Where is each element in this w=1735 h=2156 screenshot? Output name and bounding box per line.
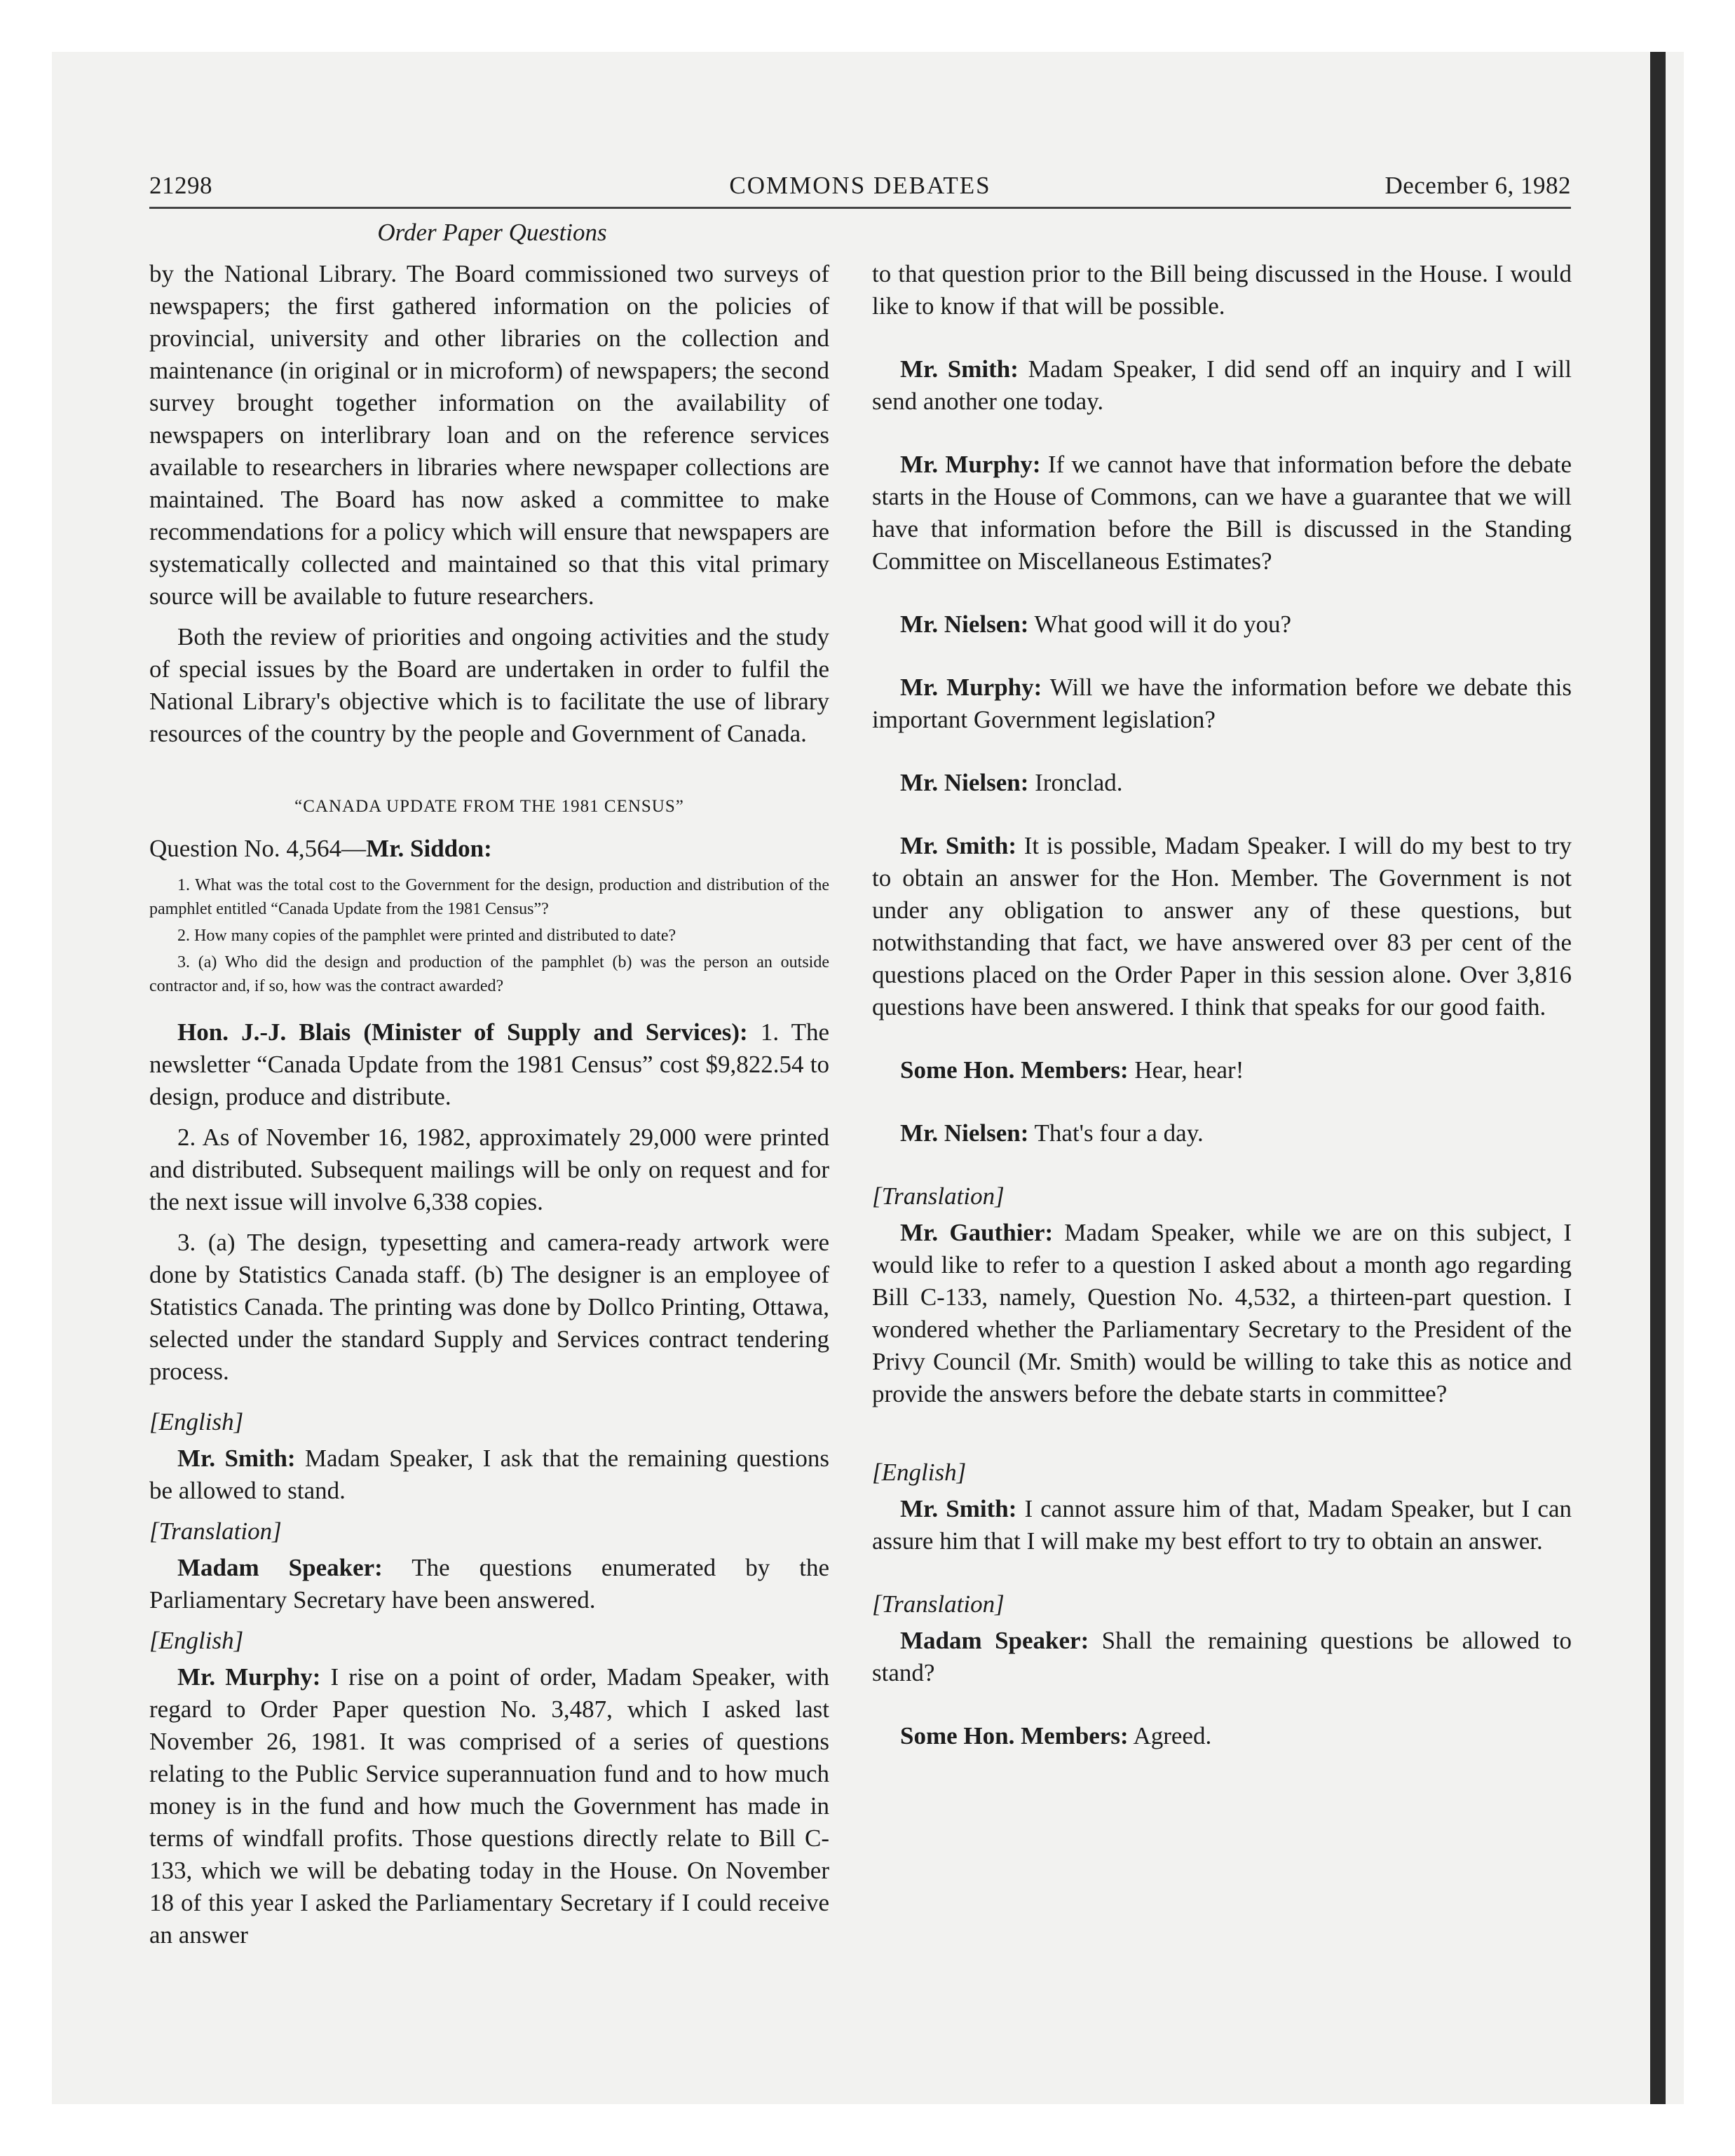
speaker-name: Mr. Smith: xyxy=(900,355,1019,383)
speaker-name: Mr. Murphy: xyxy=(900,674,1042,701)
speech-madam-speaker xyxy=(872,1625,1572,1689)
library-paragraph-2: Both the review of priorities and ongoing activities and the study of special issues by the Board are undertaken in order to fulfil the National Library's objective which is to facilitate the use of library resources of the country by the people and Government of Canada. xyxy=(149,623,829,747)
speech-text: The questions enumerated by the Parliamentary Secretary have been answered. xyxy=(149,1554,829,1613)
speech-text: Hear, hear! xyxy=(1128,1056,1244,1084)
speech-hon-members xyxy=(872,1720,1572,1752)
speech-text: Agreed. xyxy=(1128,1722,1212,1749)
language-tag: [Translation] xyxy=(872,1182,1005,1210)
speaker-name: Mr. Smith: xyxy=(900,1495,1017,1522)
answer-paragraph-3: 3. (a) The design, typesetting and camera-ready artwork were done by Statistics Canada staff. (b) The designer is an employee of Statistics Canada. The printing was done by Dollco Printing, Ottawa, selected under the standard Supply and Services contract tendering process. xyxy=(149,1229,829,1385)
speaker-name: Mr. Smith: xyxy=(900,832,1016,859)
speech-nielsen xyxy=(872,608,1572,641)
speech-text: If we cannot have that information before the debate starts in the House of Commons, can we have a guarantee that we will have that information before the Bill is discussed in the Standing Committee on Miscellaneous Estimates? xyxy=(872,451,1572,575)
speaker-name: Mr. Nielsen: xyxy=(900,1119,1029,1147)
speech-text: Madam Speaker, while we are on this subject, I would like to refer to a question I asked about a month ago regarding Bill C-133, namely, Question No. 4,532, a thirteen-part question. I wondered whether the Parliamentary Secretary to the President of the Privy Council (Mr. Smith) would be willing to take this as notice and provide the answers before the debate starts in committee? xyxy=(872,1219,1572,1407)
speaker-name: Some Hon. Members: xyxy=(900,1056,1129,1084)
speech-nielsen xyxy=(872,767,1572,799)
speaker-name: Mr. Murphy: xyxy=(177,1663,321,1691)
speaker-name: Madam Speaker: xyxy=(177,1554,383,1581)
speech-text: What good will it do you? xyxy=(1028,610,1291,638)
speaker-name: Madam Speaker: xyxy=(900,1627,1089,1654)
question-number xyxy=(149,833,829,865)
speaker-name: Mr. Nielsen: xyxy=(900,610,1029,638)
language-tag: [Translation] xyxy=(872,1590,1005,1618)
speech-murphy xyxy=(872,671,1572,736)
publication-title: COMMONS DEBATES xyxy=(729,172,991,199)
speech-continuation: to that question prior to the Bill being discussed in the House. I would like to know if that will be possible. xyxy=(872,260,1572,320)
speaker-name: Mr. Nielsen: xyxy=(900,769,1029,796)
page-number: 21298 xyxy=(149,172,212,199)
language-tag: [English] xyxy=(872,1459,967,1486)
speech-murphy xyxy=(872,449,1572,578)
speech-gauthier xyxy=(872,1217,1572,1410)
speech-hon-members xyxy=(872,1054,1572,1086)
speaker-name: Mr. Gauthier: xyxy=(900,1219,1054,1246)
scan-edge-shadow xyxy=(1650,52,1666,2104)
language-tag: [English] xyxy=(149,1408,244,1435)
speech-text: It is possible, Madam Speaker. I will do my best to try to obtain an answer for the Hon. Member. The Government is not under any obligation to answer any of these questions, but notwithstanding that fact, we have answered over 83 per cent of the questions placed on the Order Paper in this session alone. Over 3,816 questions have been answered. I think that speaks for our good faith. xyxy=(872,832,1572,1021)
answer-paragraph-2: 2. As of November 16, 1982, approximately 29,000 were printed and distributed. Subsequent mailings will be only on request and for the next issue will involve 6,338 copies. xyxy=(149,1124,829,1215)
speaker-name: Some Hon. Members: xyxy=(900,1722,1129,1749)
language-tag: [English] xyxy=(149,1627,244,1654)
question-item-1: 1. What was the total cost to the Government for the design, production and distribution of the pamphlet entitled “Canada Update from the 1981 Census”? xyxy=(149,876,829,918)
speech-text: Will we have the information before we debate this important Government legislation? xyxy=(872,674,1572,733)
speech-text: Madam Speaker, I ask that the remaining questions be allowed to stand. xyxy=(149,1445,829,1504)
right-column xyxy=(872,258,1572,1752)
answer-paragraph-1 xyxy=(149,1016,829,1113)
speaker-name: Mr. Murphy: xyxy=(900,451,1041,478)
speech-text: I rise on a point of order, Madam Speaker, with regard to Order Paper question No. 3,487, which I asked last November 26, 1981. It was comprised of a series of questions relating to the Public Service superannuation fund and to how much money is in the fund and how much the Government has made in terms of windfall profits. Those questions directly relate to Bill C-133, which we will be debating today in the House. On November 18 of this year I asked the Parliamentary Secretary if I could receive an answer xyxy=(149,1663,830,1949)
speech-text: Ironclad. xyxy=(1028,769,1123,796)
answer-text: 1. The newsletter “Canada Update from the 1981 Census” cost $9,822.54 to design, produce and distribute. xyxy=(149,1018,829,1110)
speech-madam-speaker xyxy=(149,1552,829,1616)
speech-smith xyxy=(872,353,1572,418)
speech-nielsen xyxy=(872,1117,1572,1149)
speech-smith xyxy=(872,830,1572,1023)
page-header xyxy=(149,165,1571,209)
question-heading: “CANADA UPDATE FROM THE 1981 CENSUS” xyxy=(294,797,684,816)
question-member: Mr. Siddon: xyxy=(366,835,492,862)
speech-smith xyxy=(149,1442,829,1507)
speech-murphy xyxy=(149,1661,829,1951)
speaker-name: Hon. J.-J. Blais (Minister of Supply and Services): xyxy=(177,1018,748,1046)
publication-date: December 6, 1982 xyxy=(1384,172,1571,199)
language-tag: [Translation] xyxy=(149,1517,282,1545)
question-item-2: 2. How many copies of the pamphlet were printed and distributed to date? xyxy=(177,927,676,945)
library-paragraph: by the National Library. The Board commissioned two surveys of newspapers; the first gathered information on the policies of provincial, university and other libraries on the collection and maintenance (in original or in microform) of newspapers; the second survey brought together information on the availability of newspapers on interlibrary loan and on the reference services available to researchers in libraries where newspaper collections are maintained. The Board has now asked a committee to make recommendations for a policy which will ensure that newspapers are systematically collected and maintained so that this vital primary source will be available to future researchers. xyxy=(149,260,829,610)
speech-text: Shall the remaining questions be allowed to stand? xyxy=(872,1627,1572,1686)
question-number-text: Question No. 4,564— xyxy=(149,835,367,862)
question-item-3: 3. (a) Who did the design and production of the pamphlet (b) was the person an outside contractor and, if so, how was the contract awarded? xyxy=(149,953,829,995)
speech-text: That's four a day. xyxy=(1028,1119,1204,1147)
speech-text: Madam Speaker, I did send off an inquiry and I will send another one today. xyxy=(872,355,1572,415)
speech-smith xyxy=(872,1493,1572,1557)
left-column xyxy=(149,258,829,1951)
section-title: Order Paper Questions xyxy=(377,219,607,246)
speech-text: I cannot assure him of that, Madam Speaker, but I can assure him that I will make my best effort to try to obtain an answer. xyxy=(872,1495,1572,1555)
speaker-name: Mr. Smith: xyxy=(177,1445,296,1472)
